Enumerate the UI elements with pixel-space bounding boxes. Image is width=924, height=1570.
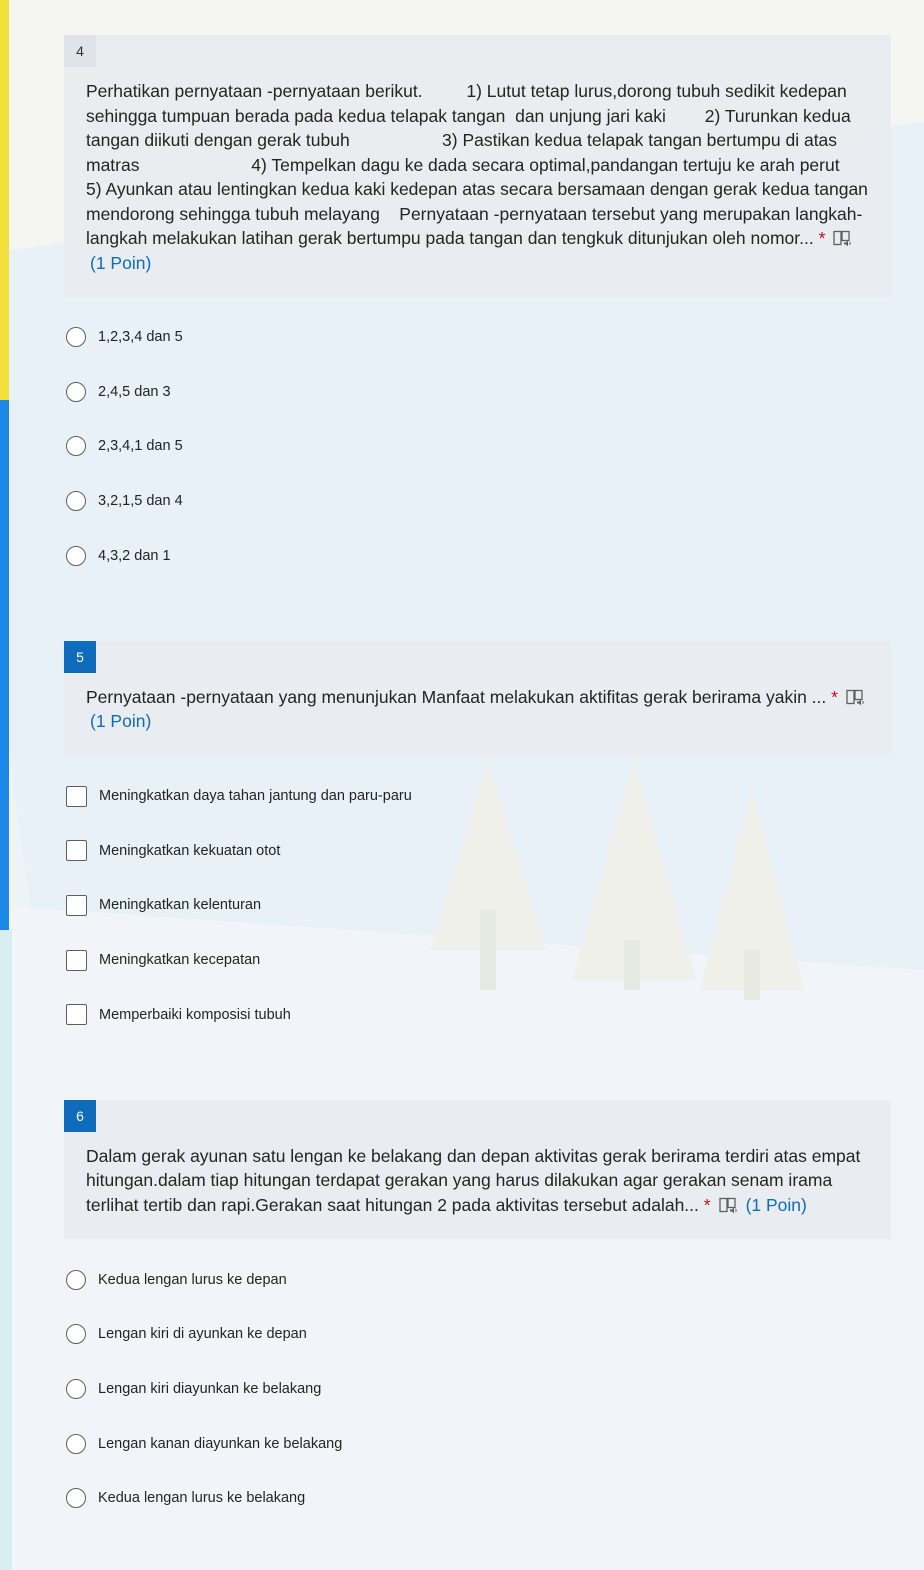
- checkbox[interactable]: [66, 1004, 87, 1025]
- option-label: Lengan kiri di ayunkan ke depan: [98, 1326, 307, 1343]
- options-list: [64, 756, 891, 1042]
- radio-button[interactable]: [66, 1324, 86, 1344]
- option-item[interactable]: [66, 1471, 891, 1526]
- option-item[interactable]: [66, 878, 891, 933]
- radio-button[interactable]: [66, 1379, 86, 1399]
- option-item[interactable]: [66, 1307, 891, 1362]
- radio-button[interactable]: [66, 1270, 86, 1290]
- option-item[interactable]: [66, 528, 891, 583]
- option-item[interactable]: [66, 310, 891, 365]
- option-label: 2,3,4,1 dan 5: [98, 438, 183, 455]
- immersive-reader-icon[interactable]: [833, 230, 852, 248]
- option-item[interactable]: [66, 1362, 891, 1417]
- option-item[interactable]: [66, 365, 891, 420]
- option-item[interactable]: [66, 419, 891, 474]
- radio-button[interactable]: [66, 1434, 86, 1454]
- checkbox[interactable]: [66, 786, 87, 807]
- option-label: Memperbaiki komposisi tubuh: [99, 1006, 291, 1023]
- question-text: [86, 79, 918, 275]
- option-item[interactable]: [66, 933, 891, 988]
- required-mark: *: [703, 1194, 711, 1215]
- radio-button[interactable]: [66, 436, 86, 456]
- question-header: [64, 1100, 891, 1240]
- question-text-body: Dalam gerak ayunan satu lengan ke belakang dan depan aktivitas gerak berirama terdiri atas empat hitungan.dalam tiap hitungan terdapat gerakan yang harus dilakukan agar gerakan senam irama terlihat tertib dan rapi.Gerakan saat hitungan 2 pada aktivitas tersebut adalah...: [86, 1145, 866, 1215]
- question-header: [64, 35, 918, 297]
- option-label: Meningkatkan kecepatan: [99, 952, 261, 969]
- required-mark: *: [818, 228, 826, 248]
- option-label: 3,2,1,5 dan 4: [98, 493, 183, 510]
- option-item[interactable]: [66, 1416, 891, 1471]
- checkbox[interactable]: [66, 950, 87, 971]
- points-label: (1 Poin): [745, 1194, 807, 1215]
- option-label: Lengan kanan diayunkan ke belakang: [98, 1435, 343, 1452]
- question-number: 5: [64, 641, 96, 673]
- question-number: 6: [64, 1100, 96, 1132]
- radio-button[interactable]: [66, 491, 86, 511]
- required-mark: *: [831, 686, 838, 707]
- question-text: [86, 685, 869, 734]
- immersive-reader-icon[interactable]: [846, 689, 865, 707]
- options-list: [64, 1239, 891, 1525]
- question-number: 4: [64, 35, 96, 67]
- question-text-body: Perhatikan pernyataan -pernyataan berikut. 1) Lutut tetap lurus,dorong tubuh sedikit kedepan sehingga tumpuan berada pada kedua telapak tangan dan unjung jari kaki 2) Turunkan kedua tangan diikuti dengan gerak tubuh 3) Pastikan kedua telapak tangan bertumpu di atas matras 4) Tempelkan dagu ke dada secara optimal,pandangan tertuju ke arah perut 5) Ayunkan atau lentingkan kedua kaki kedepan atas secara bersamaan dengan gerak kedua tangan mendorong sehingga tubuh melayang Pernyataan -pernyataan tersebut yang merupakan langkah-langkah melakukan latihan gerak bertumpu pada tangan dan tengkuk ditunjukan oleh nomor...: [86, 81, 918, 248]
- option-label: 1,2,3,4 dan 5: [98, 329, 183, 346]
- option-item[interactable]: [66, 824, 891, 879]
- question-4: [64, 35, 918, 583]
- options-list: [64, 297, 891, 583]
- radio-button[interactable]: [66, 327, 86, 347]
- checkbox[interactable]: [66, 840, 87, 861]
- radio-button[interactable]: [66, 382, 86, 402]
- option-item[interactable]: [66, 769, 891, 824]
- checkbox[interactable]: [66, 895, 87, 916]
- points-label: (1 Poin): [90, 711, 152, 732]
- option-label: Meningkatkan kekuatan otot: [99, 842, 281, 859]
- option-label: Meningkatkan daya tahan jantung dan paru-paru: [99, 788, 412, 805]
- question-6: [64, 1100, 891, 1525]
- immersive-reader-icon[interactable]: [719, 1197, 738, 1215]
- option-label: 4,3,2 dan 1: [98, 547, 171, 564]
- question-text: [86, 1144, 869, 1218]
- question-header: [64, 641, 891, 756]
- option-item[interactable]: [66, 1252, 891, 1307]
- option-label: Kedua lengan lurus ke depan: [98, 1271, 287, 1288]
- option-item[interactable]: [66, 987, 891, 1042]
- question-5: [64, 641, 891, 1042]
- option-label: Lengan kiri diayunkan ke belakang: [98, 1380, 322, 1397]
- option-item[interactable]: [66, 474, 891, 529]
- points-label: (1 Poin): [90, 252, 152, 273]
- option-label: Kedua lengan lurus ke belakang: [98, 1490, 306, 1507]
- radio-button[interactable]: [66, 546, 86, 566]
- form-body: [64, 35, 918, 1525]
- question-text-body: Pernyataan -pernyataan yang menunjukan Manfaat melakukan aktifitas gerak berirama yakin ...: [86, 686, 827, 707]
- option-label: Meningkatkan kelenturan: [99, 897, 262, 914]
- option-label: 2,4,5 dan 3: [98, 383, 171, 400]
- radio-button[interactable]: [66, 1488, 86, 1508]
